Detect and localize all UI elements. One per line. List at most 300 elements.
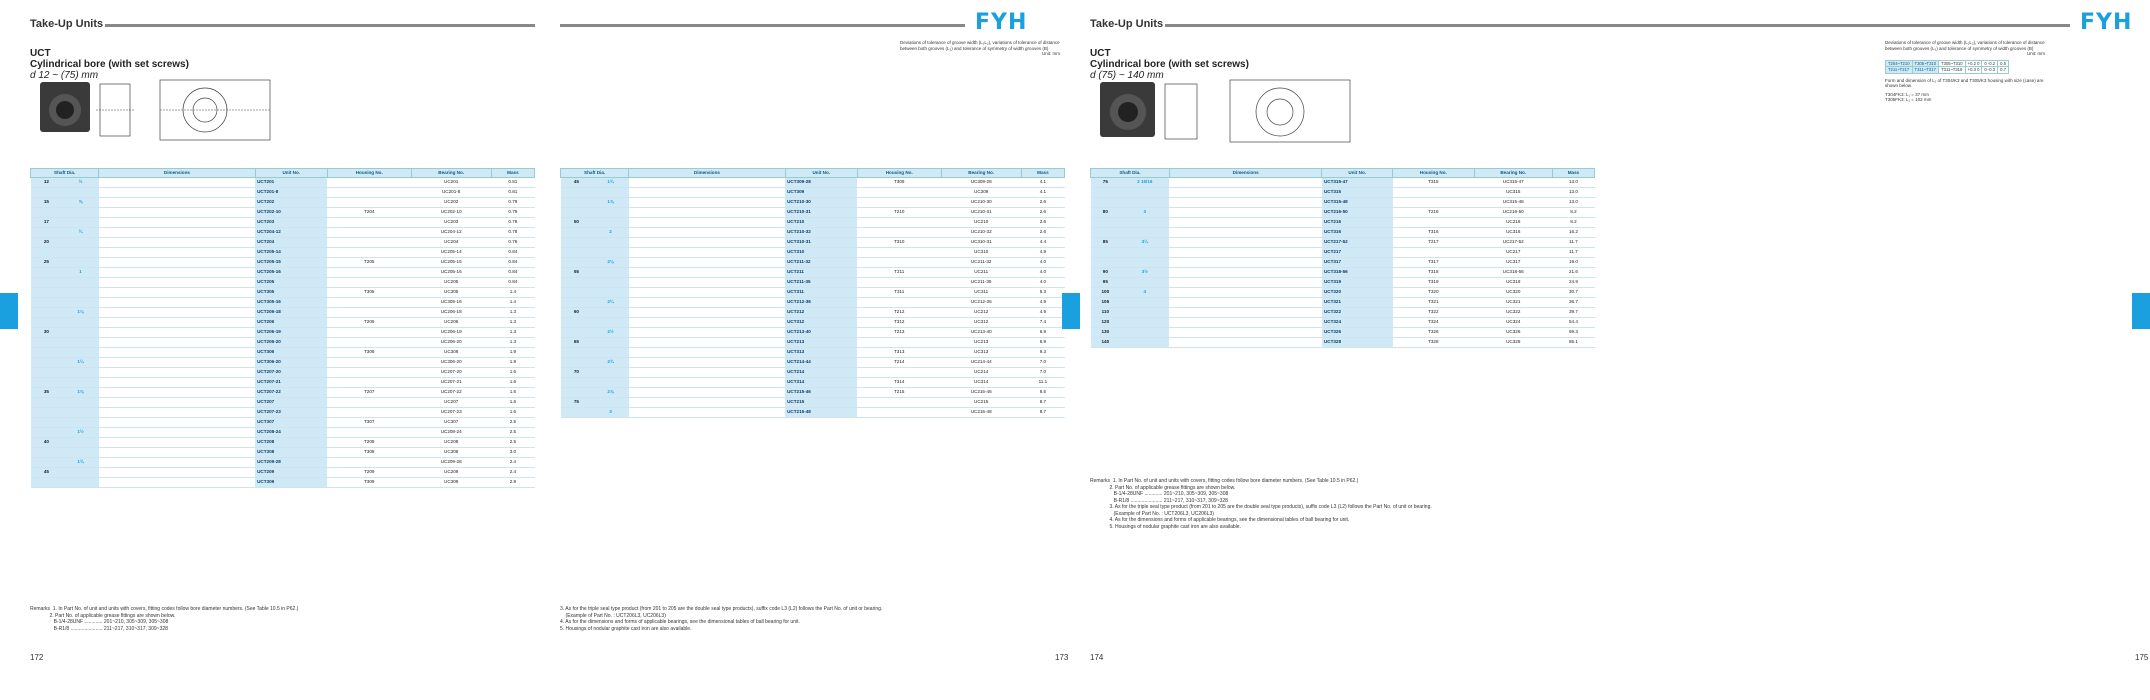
dimension-cell	[203, 417, 213, 427]
housing-no-cell: T204	[327, 207, 411, 217]
dimension-cell	[1281, 197, 1291, 207]
shaft-mm-cell	[31, 417, 63, 427]
dimension-cell	[754, 377, 764, 387]
dimension-cell	[120, 407, 130, 417]
dimension-cell	[99, 427, 109, 437]
dimension-cell	[660, 377, 670, 387]
dimension-cell	[182, 247, 192, 257]
dimension-cell	[702, 357, 712, 367]
shaft-inch-cell	[62, 327, 98, 337]
dimension-cell	[629, 227, 639, 237]
dimension-cell	[712, 217, 722, 227]
dimension-cell	[224, 427, 234, 437]
dimension-cell	[1200, 327, 1210, 337]
dimension-cell	[193, 447, 203, 457]
dimension-cell	[660, 197, 670, 207]
shaft-inch-cell	[1120, 277, 1169, 287]
dimension-cell	[639, 237, 649, 247]
housing-no-cell: T208	[327, 437, 411, 447]
dimension-cell	[1302, 257, 1312, 267]
dimension-cell	[1312, 257, 1322, 267]
dimension-cell	[1271, 227, 1281, 237]
shaft-inch-cell: 3¼	[1120, 237, 1169, 247]
table-row	[561, 367, 1065, 377]
dimension-cell	[109, 357, 119, 367]
housing-no-cell	[857, 277, 941, 287]
dimension-cell	[224, 247, 234, 257]
dimension-cell	[1169, 207, 1179, 217]
dimension-cell	[629, 207, 639, 217]
dimension-cell	[1190, 267, 1200, 277]
dimension-cell	[203, 347, 213, 357]
dimension-cell	[224, 377, 234, 387]
housing-no-cell: T318	[1393, 267, 1475, 277]
dimension-cell	[775, 217, 785, 227]
dimension-cell	[1281, 327, 1291, 337]
dimension-cell	[151, 457, 161, 467]
housing-no-cell	[1393, 217, 1475, 227]
dimension-cell	[1241, 297, 1251, 307]
dimension-cell	[743, 367, 753, 377]
dimension-cell	[702, 307, 712, 317]
table-body	[561, 177, 1065, 417]
bearing-no-cell: UC310	[941, 247, 1021, 257]
dimension-cell	[743, 227, 753, 237]
dimension-cell	[702, 367, 712, 377]
dimension-cell	[109, 367, 119, 377]
shaft-mm-cell	[1091, 227, 1121, 237]
dimension-cell	[140, 247, 150, 257]
dimension-cell	[650, 287, 660, 297]
shaft-inch-cell	[62, 407, 98, 417]
bearing-no-cell: UC309-28	[941, 177, 1021, 187]
dimension-cell	[245, 287, 255, 297]
table-row	[31, 357, 535, 367]
dimension-cell	[245, 187, 255, 197]
bearing-no-cell: UC206-18	[411, 307, 491, 317]
dimension-cell	[691, 407, 701, 417]
dimension-cell	[1281, 337, 1291, 347]
dimension-cell	[764, 277, 774, 287]
dimension-cell	[172, 247, 182, 257]
bearing-no-cell: UC202-10	[411, 207, 491, 217]
dimension-cell	[182, 267, 192, 277]
dimension-cell	[1230, 197, 1240, 207]
dimension-cell	[130, 477, 140, 487]
dimension-cell	[1210, 227, 1220, 237]
dimension-cell	[182, 337, 192, 347]
dimension-cell	[1271, 307, 1281, 317]
dimension-cell	[245, 197, 255, 207]
dimension-cell	[234, 457, 244, 467]
dimension-cell	[172, 317, 182, 327]
dimension-cell	[1230, 337, 1240, 347]
bearing-no-cell: UC217	[1474, 247, 1552, 257]
dimension-cell	[650, 367, 660, 377]
table-row	[561, 397, 1065, 407]
dimension-cell	[691, 237, 701, 247]
dimension-cell	[775, 407, 785, 417]
dimension-cell	[193, 207, 203, 217]
dimension-cell	[224, 397, 234, 407]
dimension-cell	[681, 177, 691, 187]
dimension-cell	[650, 337, 660, 347]
dimension-cell	[1312, 217, 1322, 227]
dimension-cell	[109, 437, 119, 447]
product-code: UCT	[30, 48, 51, 59]
table-row	[31, 197, 535, 207]
dimension-cell	[1220, 257, 1230, 267]
dimension-cell	[743, 177, 753, 187]
dimension-cell	[660, 267, 670, 277]
dimension-cell	[182, 387, 192, 397]
unit-no-cell: UCT214	[785, 367, 857, 377]
dimension-cell	[1302, 267, 1312, 277]
dimension-cell	[1302, 197, 1312, 207]
dimension-cell	[1210, 247, 1220, 257]
dimension-cell	[639, 247, 649, 257]
side-tab	[2132, 293, 2150, 329]
mass-cell: 2.5	[491, 417, 534, 427]
tolerance-extra: Form and dimension of L₁ of T304/K3 and T305/K3 housing with size (case) are shown below.	[1885, 77, 2044, 88]
unit-no-cell: UCT210-32	[785, 227, 857, 237]
unit-no-cell: UCT216-50	[1322, 207, 1393, 217]
housing-no-cell	[327, 247, 411, 257]
shaft-inch-cell: 1⅜	[62, 387, 98, 397]
dimension-cell	[193, 217, 203, 227]
housing-no-cell	[327, 327, 411, 337]
dimension-cell	[629, 407, 639, 417]
dimension-cell	[1291, 307, 1301, 317]
dimension-cell	[99, 237, 109, 247]
bore-type: Cylindrical bore (with set screws)	[1090, 59, 1249, 70]
shaft-inch-cell: 1	[62, 267, 98, 277]
unit-no-cell: UCT308	[255, 447, 327, 457]
housing-no-cell	[327, 457, 411, 467]
shaft-mm-cell	[31, 207, 63, 217]
bearing-no-cell: UC205-15	[411, 257, 491, 267]
shaft-inch-cell: 4	[1120, 287, 1169, 297]
dimension-cell	[1230, 277, 1240, 287]
dimension-cell	[161, 407, 171, 417]
dimension-cell	[120, 447, 130, 457]
dimension-cell	[1169, 327, 1179, 337]
dimension-cell	[234, 267, 244, 277]
dimension-cell	[151, 277, 161, 287]
table-row	[561, 287, 1065, 297]
dimension-cell	[172, 447, 182, 457]
unit-no-cell: UCT309	[785, 187, 857, 197]
mass-cell: 6.9	[1021, 327, 1064, 337]
bearing-no-cell: UC209	[411, 467, 491, 477]
table-row	[1091, 337, 1595, 347]
dimension-cell	[733, 257, 743, 267]
dimension-cell	[213, 207, 223, 217]
housing-no-cell	[327, 307, 411, 317]
dimension-cell	[1302, 177, 1312, 187]
dimension-cell	[1169, 197, 1179, 207]
housing-no-cell: T210	[857, 207, 941, 217]
dimension-cell	[151, 247, 161, 257]
dimension-cell	[691, 187, 701, 197]
dimension-cell	[754, 197, 764, 207]
dimension-cell	[650, 277, 660, 287]
dimension-cell	[743, 387, 753, 397]
dimension-cell	[213, 197, 223, 207]
dimension-cell	[172, 287, 182, 297]
dimension-cell	[754, 227, 764, 237]
product-code: UCT	[1090, 48, 1111, 59]
dimension-cell	[660, 217, 670, 227]
dimension-cell	[670, 287, 680, 297]
dimension-cell	[182, 467, 192, 477]
dimension-cell	[754, 187, 764, 197]
dimension-cell	[733, 357, 743, 367]
dimension-cell	[1261, 287, 1271, 297]
bearing-no-cell: UC206	[411, 317, 491, 327]
dimension-cell	[234, 337, 244, 347]
dimension-cell	[1271, 237, 1281, 247]
mass-cell: 13.0	[1552, 187, 1594, 197]
unit-drawing	[30, 72, 300, 152]
dimension-cell	[1210, 277, 1220, 287]
dimension-cell	[151, 367, 161, 377]
dimension-cell	[1180, 187, 1190, 197]
bearing-no-header: Bearing No.	[1474, 169, 1552, 178]
dimension-cell	[691, 327, 701, 337]
dimension-cell	[1220, 297, 1230, 307]
dimension-cell	[140, 467, 150, 477]
page-174	[1080, 0, 1600, 700]
mass-cell: 16.2	[1552, 227, 1594, 237]
dimension-cell	[245, 397, 255, 407]
dimension-cell	[109, 267, 119, 277]
unit-no-cell: UCT205-15	[255, 257, 327, 267]
table-row	[561, 197, 1065, 207]
dimension-cell	[691, 277, 701, 287]
mass-cell: 2.4	[491, 467, 534, 477]
dimension-cell	[120, 207, 130, 217]
dimension-cell	[109, 417, 119, 427]
dimension-cell	[723, 227, 733, 237]
dimension-cell	[109, 257, 119, 267]
dimension-cell	[1169, 227, 1179, 237]
dimension-cell	[702, 207, 712, 217]
housing-no-cell: T326	[1393, 327, 1475, 337]
housing-no-cell	[857, 407, 941, 417]
dimension-cell	[1220, 237, 1230, 247]
unit-no-cell: UCT213	[785, 337, 857, 347]
dimension-cell	[670, 237, 680, 247]
shaft-inch-cell	[62, 287, 98, 297]
dimension-cell	[775, 397, 785, 407]
dimension-cell	[681, 237, 691, 247]
dimension-cell	[650, 387, 660, 397]
table-row	[31, 287, 535, 297]
dimension-cell	[702, 217, 712, 227]
dimension-cell	[224, 217, 234, 227]
dimension-cell	[109, 247, 119, 257]
dimension-cell	[151, 267, 161, 277]
dimension-cell	[120, 227, 130, 237]
dimension-cell	[120, 177, 130, 187]
unit-no-cell: UCT206-18	[255, 307, 327, 317]
dimension-cell	[182, 257, 192, 267]
bearing-no-cell: UC212-36	[941, 297, 1021, 307]
dimension-cell	[1180, 217, 1190, 227]
dimension-cell	[109, 177, 119, 187]
page-number: 172	[30, 653, 44, 662]
table-row	[31, 327, 535, 337]
dimension-cell	[650, 197, 660, 207]
dimension-cell	[1220, 327, 1230, 337]
dimension-cell	[660, 327, 670, 337]
bearing-no-cell: UC316	[1474, 227, 1552, 237]
table-row	[561, 357, 1065, 367]
shaft-inch-cell	[592, 287, 628, 297]
dimension-cell	[660, 297, 670, 307]
table-row	[561, 337, 1065, 347]
dimension-cell	[681, 207, 691, 217]
table-row	[561, 277, 1065, 287]
unit-no-cell: UCT212	[785, 307, 857, 317]
dimension-cell	[193, 197, 203, 207]
unit-no-cell: UCT205	[255, 277, 327, 287]
mass-cell: 7.4	[1021, 317, 1064, 327]
dimension-cell	[1302, 277, 1312, 287]
tolerance-unit: Unit: mm	[2027, 51, 2045, 56]
dimension-cell	[193, 427, 203, 437]
shaft-mm-cell	[31, 477, 63, 487]
dimension-cell	[1291, 297, 1301, 307]
dimension-cell	[733, 287, 743, 297]
header-rule	[1600, 24, 2070, 27]
dimension-cell	[1169, 177, 1179, 187]
dimension-cell	[660, 207, 670, 217]
dimension-cell	[764, 257, 774, 267]
dimension-cell	[224, 447, 234, 457]
dimension-cell	[702, 337, 712, 347]
dimension-cell	[754, 207, 764, 217]
dimension-cell	[1190, 247, 1200, 257]
dimension-cell	[639, 177, 649, 187]
dimension-cell	[1210, 237, 1220, 247]
dimension-cell	[151, 297, 161, 307]
dimension-cell	[120, 187, 130, 197]
housing-no-cell	[327, 197, 411, 207]
tol-cell: T311~T316	[1939, 67, 1966, 74]
dimension-cell	[245, 267, 255, 277]
dimension-cell	[733, 197, 743, 207]
dimension-cell	[1241, 267, 1251, 277]
dimension-cell	[172, 177, 182, 187]
dimension-cell	[1200, 177, 1210, 187]
housing-no-cell: T316	[1393, 227, 1475, 237]
mass-cell: 8.5	[1021, 387, 1064, 397]
remarks: Remarks 1. In Part No. of unit and units with covers, fitting codes follow bore diameter numbers. (See Table 10.5 in P62.) 2. Part No. of applicable grease fittings are shown below. B-1/4-28UNF ............. 201~210, 305~309, 305~308 B-R1/8 ....................... 211~217, 310~317, 309~328	[30, 606, 299, 632]
bearing-no-cell: UC314	[941, 377, 1021, 387]
shaft-inch-cell: 3½	[1120, 267, 1169, 277]
dimension-cell	[1261, 297, 1271, 307]
dimension-cell	[629, 317, 639, 327]
dimension-cell	[99, 267, 109, 277]
dimension-cell	[120, 257, 130, 267]
table-row	[1091, 267, 1595, 277]
dimension-cell	[161, 207, 171, 217]
dimension-cell	[245, 247, 255, 257]
dimension-cell	[650, 397, 660, 407]
housing-no-cell: T214	[857, 357, 941, 367]
dimension-cell	[1190, 257, 1200, 267]
dimension-cell	[691, 267, 701, 277]
dimension-cell	[140, 227, 150, 237]
dimension-cell	[681, 217, 691, 227]
housing-no-cell: T313	[857, 347, 941, 357]
dimension-cell	[234, 477, 244, 487]
shaft-dia-header: Shaft Dia.	[561, 169, 629, 178]
dimension-cell	[203, 267, 213, 277]
shaft-inch-cell: 3	[1120, 207, 1169, 217]
dimension-cell	[775, 207, 785, 217]
dimension-cell	[224, 207, 234, 217]
page-173	[560, 0, 1070, 700]
tol-cell: T305~T310	[1912, 60, 1939, 67]
dimension-cell	[1180, 197, 1190, 207]
dimension-cell	[172, 407, 182, 417]
dimension-cell	[1190, 337, 1200, 347]
dimension-cell	[1169, 267, 1179, 277]
dimension-cell	[723, 207, 733, 217]
dimension-cell	[639, 407, 649, 417]
dimension-cell	[109, 297, 119, 307]
dimension-cell	[1271, 317, 1281, 327]
housing-no-cell	[327, 237, 411, 247]
dimension-cell	[702, 327, 712, 337]
dimension-cell	[245, 477, 255, 487]
shaft-mm-cell	[31, 187, 63, 197]
shaft-inch-cell	[62, 247, 98, 257]
dimension-table	[1090, 168, 1595, 348]
dimension-cell	[1251, 217, 1261, 227]
dimension-cell	[650, 327, 660, 337]
dimension-cell	[193, 407, 203, 417]
dimension-cell	[1210, 207, 1220, 217]
dimension-cell	[193, 347, 203, 357]
tolerance-note	[900, 40, 1060, 57]
dimension-cell	[234, 277, 244, 287]
dimension-cell	[754, 367, 764, 377]
table-row	[31, 277, 535, 287]
dimension-cell	[161, 297, 171, 307]
shaft-inch-cell	[592, 377, 628, 387]
dimension-cell	[764, 217, 774, 227]
table-row	[1091, 237, 1595, 247]
unit-no-cell: UCT312	[785, 317, 857, 327]
mass-cell: 2.5	[491, 427, 534, 437]
dimension-cell	[1261, 327, 1271, 337]
unit-no-cell: UCT204	[255, 237, 327, 247]
dimension-cell	[639, 297, 649, 307]
dimension-cell	[99, 387, 109, 397]
dimension-cell	[1281, 187, 1291, 197]
dimension-cell	[151, 287, 161, 297]
housing-no-cell: T309	[857, 177, 941, 187]
dimension-cell	[712, 207, 722, 217]
dimension-cell	[691, 367, 701, 377]
unit-no-cell: UCT315-48	[1322, 197, 1393, 207]
dimension-cell	[1281, 307, 1291, 317]
dimension-cell	[733, 267, 743, 277]
